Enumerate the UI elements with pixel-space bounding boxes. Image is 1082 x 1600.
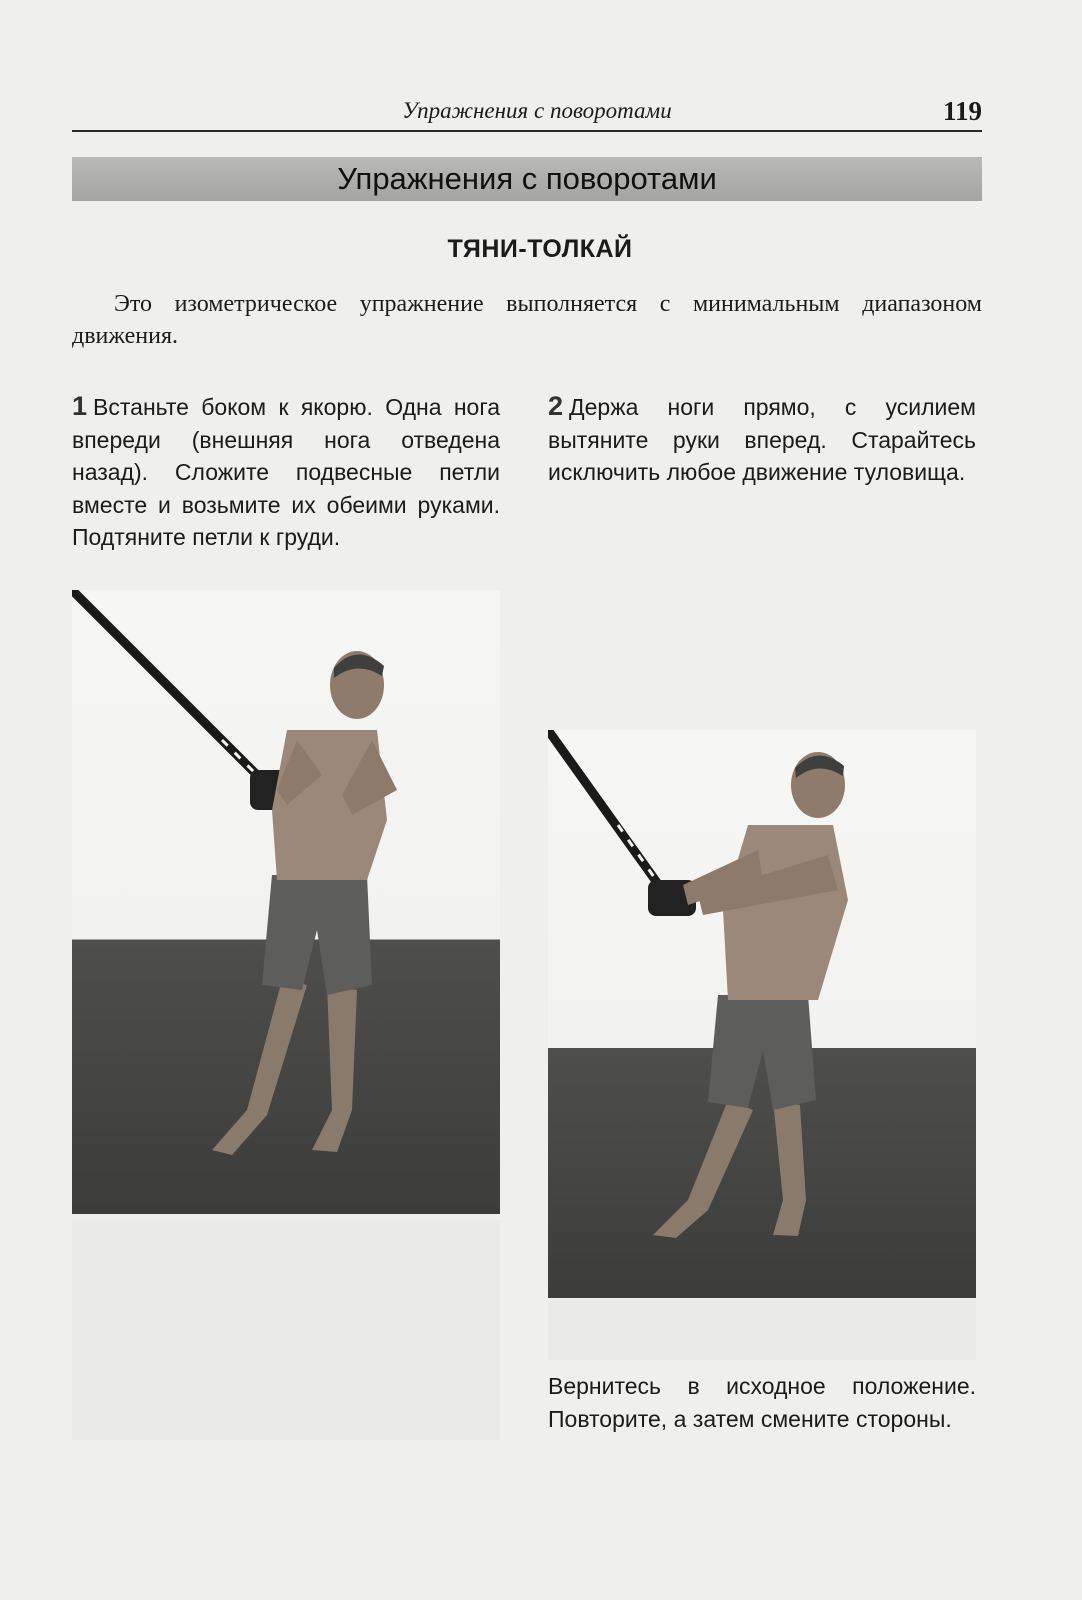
page-number: 119 <box>942 96 982 126</box>
step-1-number: 1 <box>72 391 88 421</box>
step-1 <box>72 390 500 554</box>
step-1-text: Встаньте боком к якорю. Одна нога впереди (внешняя нога отведена назад). Сложите подвесные петли вместе и возьмите их обеими руками. Подтяните петли к груди. <box>72 394 500 550</box>
photo-step-1 <box>72 590 500 1214</box>
figure-push-illustration <box>548 730 976 1298</box>
intro-paragraph: Это изометрическое упражнение выполняется с минимальным диапазоном движения. <box>72 291 982 349</box>
step-2-number: 2 <box>548 391 564 421</box>
closing-paragraph: Вернитесь в исходное положение. Повторите, а затем смените стороны. <box>548 1373 976 1432</box>
section-banner <box>72 157 982 201</box>
step-2 <box>548 390 976 489</box>
step-2-text: Держа ноги прямо, с усилием вытяните руки вперед. Старайтесь исключить любое движение туловища. <box>548 394 976 485</box>
photo-step-2 <box>548 730 976 1298</box>
running-title: Упражнения с поворотами <box>402 98 672 123</box>
exercise-title: ТЯНИ-ТОЛКАЙ <box>447 235 633 263</box>
bleed-through-area-right <box>548 1300 976 1360</box>
bleed-through-area-left <box>72 1220 500 1440</box>
running-header <box>72 96 982 132</box>
figure-pull-illustration <box>72 590 500 1214</box>
section-title: Упражнения с поворотами <box>337 161 717 196</box>
